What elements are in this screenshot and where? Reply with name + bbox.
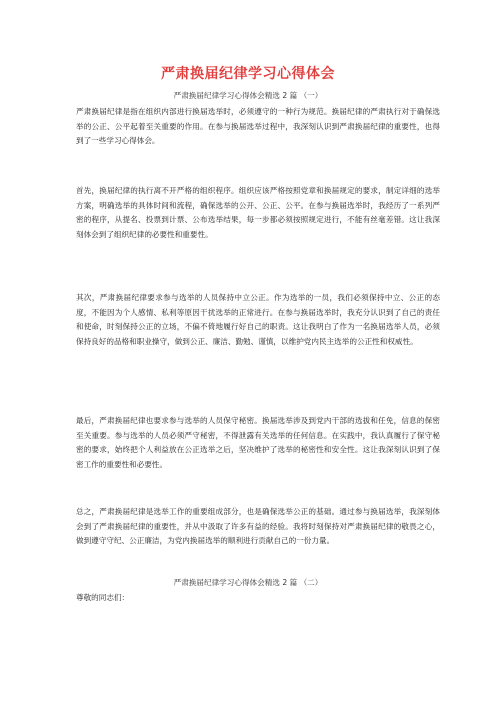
paragraph-second: 其次，严肃换届纪律要求参与选举的人员保持中立公正。作为选举的一员，我们必须保持中立、公正的态度，不能因为个人感情、私利等原因干扰选举的正常进行。在参与换届选举时，我充分认识到了自己的责任和使命，时刻保持公正的立场，不偏不倚地履行好自己的职责。这让我明白了作为一名换届选举人员，必须保持良好的品格和职业操守，做到公正、廉洁、勤勉、谨慎，以维护党内民主选举的公正性和权威性。 xyxy=(76,293,440,346)
document-title: 严肃换届纪律学习心得体会 xyxy=(161,66,335,82)
paragraph-conclusion: 总之，严肃换届纪律是选举工作的重要组成部分，也是确保选举公正的基础。通过参与换届选举，我深刻体会到了严肃换届纪律的重要性，并从中汲取了许多有益的经验。我将时刻保持对严肃换届纪律的敬畏之心，做到遵守守纪、公正廉洁，为党内换届选举的顺利进行贡献自己的一份力量。 xyxy=(76,507,440,546)
paragraph-first: 首先，换届纪律的执行离不开严格的组织程序。组织应该严格按照党章和换届规定的要求，制定详细的选举方案，明确选举的具体时间和流程，确保选举的公开、公正、公平。在参与换届选举时，我经历了一系列严密的程序，从提名、投票到计票、公布选举结果，每一步都必须按照规定进行，不能有丝毫差错。这让我深刻体会到了组织纪律的必要性和重要性。 xyxy=(76,186,440,239)
section-heading-2: 严肃换届纪律学习心得体会精选 2 篇 （二） xyxy=(173,578,323,587)
section-heading-1: 严肃换届纪律学习心得体会精选 2 篇 （一） xyxy=(173,91,323,100)
greeting-line: 尊敬的同志们： xyxy=(76,593,130,602)
paragraph-third: 最后，严肃换届纪律也要求参与选举的人员保守秘密。换届选举涉及到党内干部的选拔和任免，信息的保密至关重要。参与选举的人员必须严守秘密，不得泄露有关选举的任何信息。在实践中，我认真履行了保守秘密的要求，始终把个人利益放在公正选举之后，坚决维护了选举的秘密性和安全性。这让我深刻认识到了保密工作的重要性和必要性。 xyxy=(76,416,440,469)
paragraph-intro: 严肃换届纪律是指在组织内部进行换届选举时，必须遵守的一种行为规范。换届纪律的严肃执行对于确保选举的公正、公平起着至关重要的作用。在参与换届选举过程中，我深刻认识到严肃换届纪律的重要性，也得到了一些学习心得体会。 xyxy=(76,107,440,146)
